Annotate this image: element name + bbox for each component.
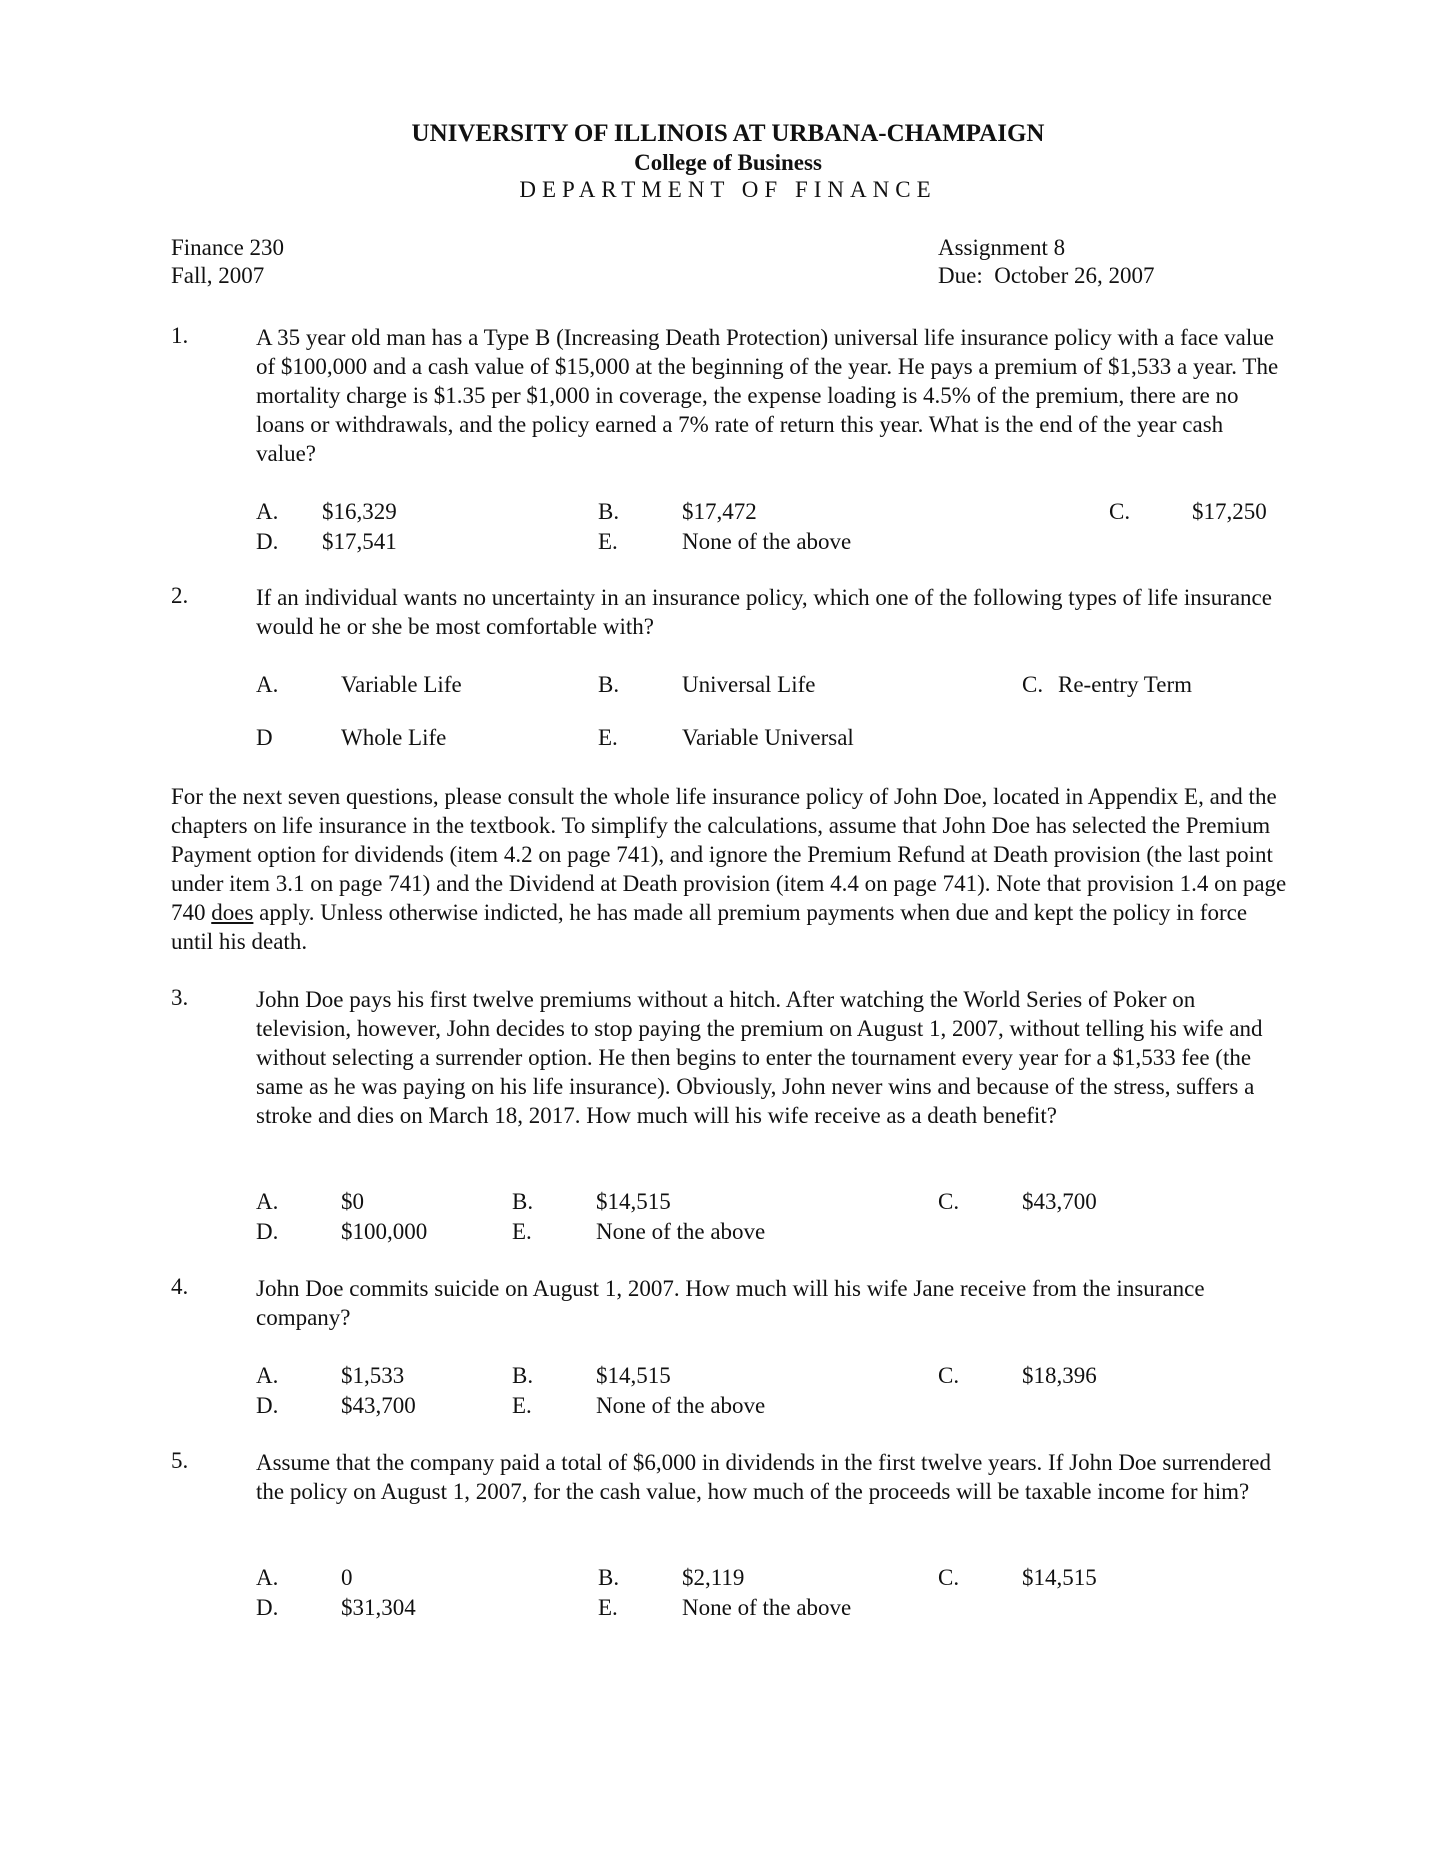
course-name: Finance 230 [171, 235, 285, 260]
option-letter: D. [256, 1219, 279, 1244]
option-letter: E. [512, 1393, 532, 1418]
option-text: $0 [341, 1189, 364, 1214]
option-letter: E. [598, 725, 618, 750]
option-letter: A. [256, 672, 279, 697]
option-letter: D. [256, 529, 279, 554]
option-text: $14,515 [596, 1363, 671, 1388]
question-number: 5. [171, 1448, 189, 1473]
university-title: UNIVERSITY OF ILLINOIS AT URBANA-CHAMPAIGN [411, 120, 1045, 147]
course-term: Fall, 2007 [171, 263, 265, 288]
question-text: John Doe pays his first twelve premiums without a hitch. After watching the World Series of Poker on television, however, John decides to stop paying the premium on August 1, 2007, without telling his wife and without selecting a surrender option. He then begins to enter the tournament every year for a $1,533 fee (the same as he was paying on his life insurance). Obviously, John never wins and because of the stress, suffers a stroke and dies on March 18, 2017. How much will his wife receive as a death benefit? [256, 987, 1263, 1128]
option-letter: D. [256, 1595, 279, 1620]
option-letter: E. [598, 529, 618, 554]
assignment-number: Assignment 8 [938, 235, 1066, 260]
option-text: 0 [341, 1565, 353, 1590]
question-text: If an individual wants no uncertainty in an insurance policy, which one of the following types of life insurance would he or she be most comfortable with? [256, 585, 1272, 639]
option-text: $14,515 [596, 1189, 671, 1214]
option-letter: B. [512, 1189, 534, 1214]
option-letter: E. [512, 1219, 532, 1244]
option-letter: B. [598, 672, 620, 697]
option-text: $1,533 [341, 1363, 405, 1388]
option-text: $16,329 [322, 499, 397, 524]
option-letter: C. [1109, 499, 1131, 524]
option-text: Universal Life [682, 672, 816, 697]
option-letter: E. [598, 1595, 618, 1620]
instructions-paragraph [171, 782, 1289, 956]
option-letter: B. [512, 1363, 534, 1388]
option-text: $17,541 [322, 529, 397, 554]
option-text: Variable Life [341, 672, 462, 697]
option-text: $14,515 [1022, 1565, 1097, 1590]
option-text: None of the above [682, 1595, 852, 1620]
option-text: $2,119 [682, 1565, 745, 1590]
question-number: 2. [171, 583, 189, 608]
department-title: DEPARTMENT OF FINANCE [519, 177, 937, 202]
question-text: Assume that the company paid a total of $6,000 in dividends in the first twelve years. If John Doe surrendered the policy on August 1, 2007, for the cash value, how much of the proceeds will be taxable income for him? [256, 1450, 1271, 1504]
option-text: Re-entry Term [1058, 672, 1193, 697]
instructions-part1: For the next seven questions, please consult the whole life insurance policy of John Doe, located in Appendix E, and the chapters on life insurance in the textbook. To simplify the calculations, assume that John Doe has selected the Premium Payment option for dividends (item 4.2 on page 741), and ignore the Premium Refund at Death provision (the last point under item 3.1 on page 741) and the Dividend at Death provision (item 4.4 on page 741). Note that provision 1.4 on page 740 [171, 784, 1287, 925]
option-text: $43,700 [341, 1393, 416, 1418]
instructions-part2: apply. Unless otherwise indicted, he has made all premium payments when due and kept the policy in force until his death. [171, 900, 1248, 954]
option-text: $17,472 [682, 499, 757, 524]
option-text: $43,700 [1022, 1189, 1097, 1214]
option-letter: B. [598, 499, 620, 524]
question-text: A 35 year old man has a Type B (Increasing Death Protection) universal life insurance policy with a face value of $100,000 and a cash value of $15,000 at the beginning of the year. He pays a premium of $1,533 a year. The mortality charge is $1.35 per $1,000 in coverage, the expense loading is 4.5% of the premium, there are no loans or withdrawals, and the policy earned a 7% rate of return this year. What is the end of the year cash value? [256, 325, 1279, 466]
option-letter: A. [256, 499, 279, 524]
option-letter: A. [256, 1189, 279, 1214]
option-text: $18,396 [1022, 1363, 1097, 1388]
question-number: 4. [171, 1274, 189, 1299]
question-number: 1. [171, 323, 189, 348]
option-letter: C. [1022, 672, 1044, 697]
option-text: $100,000 [341, 1219, 428, 1244]
option-text: Whole Life [341, 725, 447, 750]
due-date: Due: October 26, 2007 [938, 263, 1155, 288]
option-text: $31,304 [341, 1595, 416, 1620]
option-text: None of the above [596, 1219, 766, 1244]
option-text: Variable Universal [682, 725, 854, 750]
option-letter: C. [938, 1189, 960, 1214]
option-letter: D. [256, 1393, 279, 1418]
question-number: 3. [171, 985, 189, 1010]
option-letter: C. [938, 1565, 960, 1590]
option-letter: B. [598, 1565, 620, 1590]
option-letter: A. [256, 1565, 279, 1590]
college-title: College of Business [634, 150, 822, 175]
question-text: John Doe commits suicide on August 1, 2007. How much will his wife Jane receive from the insurance company? [256, 1276, 1205, 1330]
option-text: $17,250 [1192, 499, 1267, 524]
option-text: None of the above [596, 1393, 766, 1418]
option-letter: D [256, 725, 273, 750]
option-letter: C. [938, 1363, 960, 1388]
option-letter: A. [256, 1363, 279, 1388]
instructions-underlined: does [211, 900, 254, 925]
option-text: None of the above [682, 529, 852, 554]
